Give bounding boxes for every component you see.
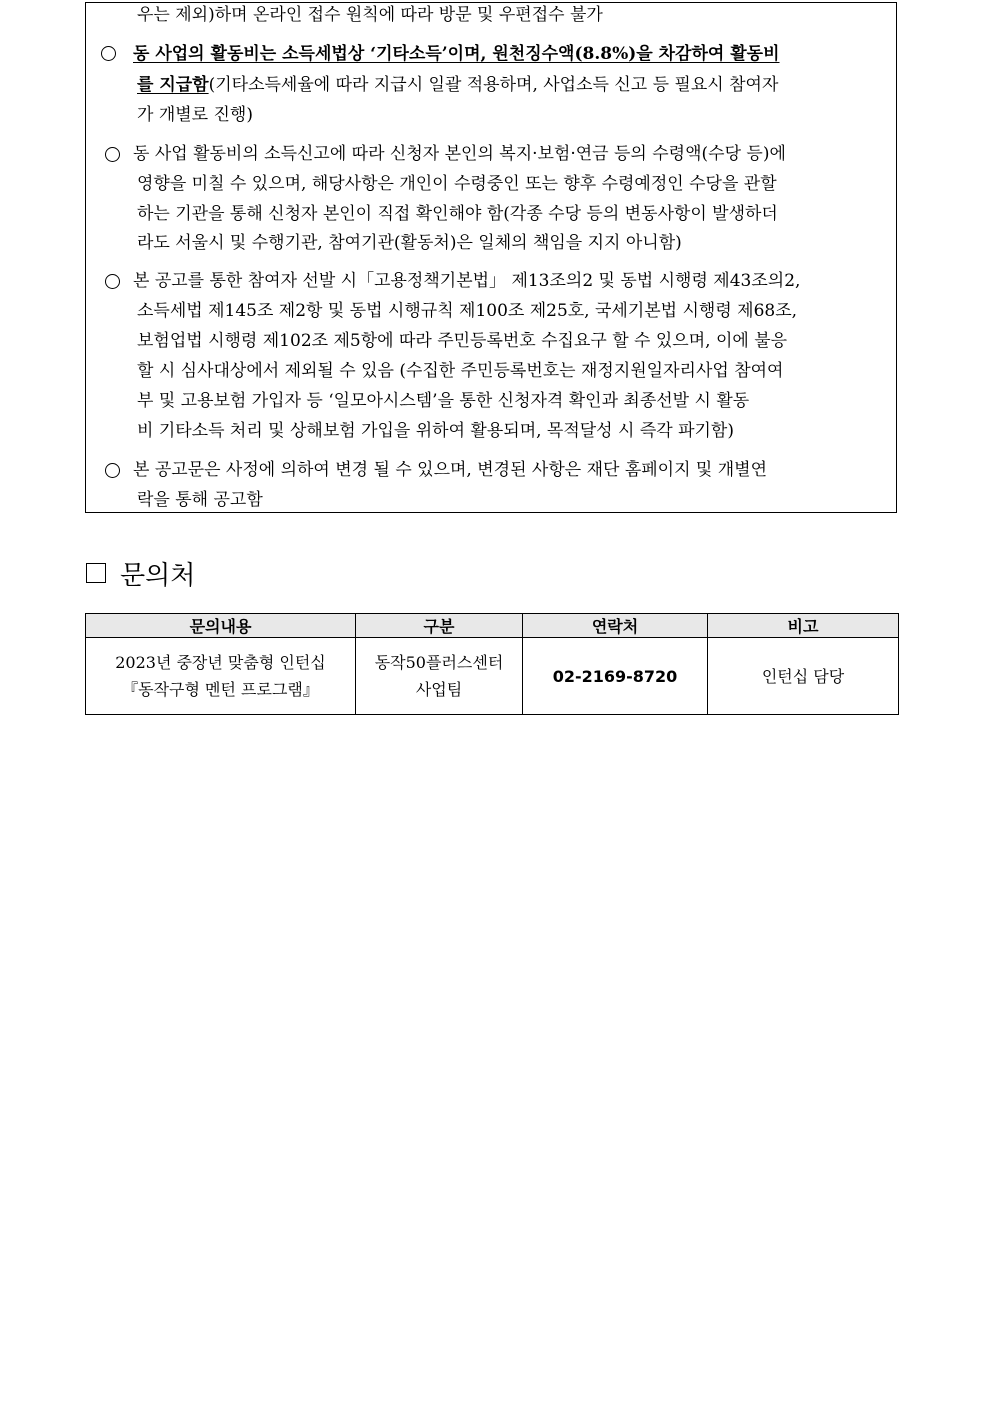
- notice-line: 락을 통해 공고함: [137, 490, 263, 510]
- notice-bold-text: 를 지급함: [137, 75, 209, 95]
- circle-bullet-icon: [105, 463, 120, 478]
- notice-line: 부 및 고용보험 가입자 등 ‘일모아시스템’을 통한 신청자격 확인과 최종선발 시 활동: [137, 391, 750, 411]
- notice-line: 하는 기관을 통해 신청자 본인이 직접 확인해야 함(각종 수당 등의 변동사항이 발생하더: [137, 204, 778, 224]
- notice-line: 본 공고를 통한 참여자 선발 시「고용정책기본법」 제13조의2 및 동법 시행령 제43조의2,: [133, 271, 801, 291]
- circle-bullet-icon: [101, 46, 116, 61]
- notice-line: 보험업법 시행령 제102조 제5항에 따라 주민등록번호 수집요구 할 수 있으며, 이에 불응: [137, 331, 788, 351]
- column-header: 비고: [708, 614, 899, 638]
- division-line: 동작50플러스센터: [374, 653, 504, 672]
- contact-table: [85, 613, 899, 715]
- notice-line: 우는 제외)하며 온라인 접수 원칙에 따라 방문 및 우편접수 불가: [137, 5, 603, 25]
- notice-line: 본 공고문은 사정에 의하여 변경 될 수 있으며, 변경된 사항은 재단 홈페이지 및 개별연: [133, 460, 768, 480]
- notice-line: 소득세법 제145조 제2항 및 동법 시행규칙 제100조 제25호, 국세기본법 시행령 제68조,: [137, 301, 798, 321]
- column-header: 구분: [356, 614, 523, 638]
- notice-text: (기타소득세율에 따라 지급시 일괄 적용하며, 사업소득 신고 등 필요시 참여자: [208, 75, 779, 95]
- table-row: [86, 638, 899, 715]
- division-cell: [356, 638, 523, 715]
- column-header: 연락처: [523, 614, 708, 638]
- notice-line: 동 사업의 활동비는 소득세법상 ‘기타소득’이며, 원천징수액(8.8%)을 차감하여 활동비: [133, 44, 780, 64]
- contact-section-heading: [86, 556, 195, 590]
- notice-line: 라도 서울시 및 수행기관, 참여기관(활동처)은 일체의 책임을 지지 아니함): [137, 233, 682, 253]
- square-bullet-icon: [86, 563, 106, 583]
- notice-line: 영향을 미칠 수 있으며, 해당사항은 개인이 수령중인 또는 향후 수령예정인 수당을 관할: [137, 174, 777, 194]
- notice-line: [137, 74, 778, 96]
- inquiry-line: 2023년 중장년 맞춤형 인턴십: [115, 653, 326, 672]
- division-line: 사업팀: [415, 680, 463, 699]
- phone-cell: 02-2169-8720: [523, 638, 708, 715]
- circle-bullet-icon: [105, 147, 120, 162]
- notice-line: 비 기타소득 처리 및 상해보험 가입을 위하여 활용되며, 목적달성 시 즉각 파기함): [137, 421, 734, 441]
- notice-line: 동 사업 활동비의 소득신고에 따라 신청자 본인의 복지·보험·연금 등의 수령액(수당 등)에: [133, 144, 786, 164]
- inquiry-line: 『동작구형 멘턴 프로그램』: [122, 680, 319, 699]
- table-header-row: [86, 614, 899, 638]
- note-cell: 인턴십 담당: [708, 638, 899, 715]
- notice-line: 가 개별로 진행): [137, 105, 253, 125]
- circle-bullet-icon: [105, 274, 120, 289]
- column-header: 문의내용: [86, 614, 356, 638]
- inquiry-cell: [86, 638, 356, 715]
- notice-line: 할 시 심사대상에서 제외될 수 있음 (수집한 주민등록번호는 재정지원일자리사업 참여여: [137, 361, 784, 381]
- section-title: 문의처: [120, 560, 196, 591]
